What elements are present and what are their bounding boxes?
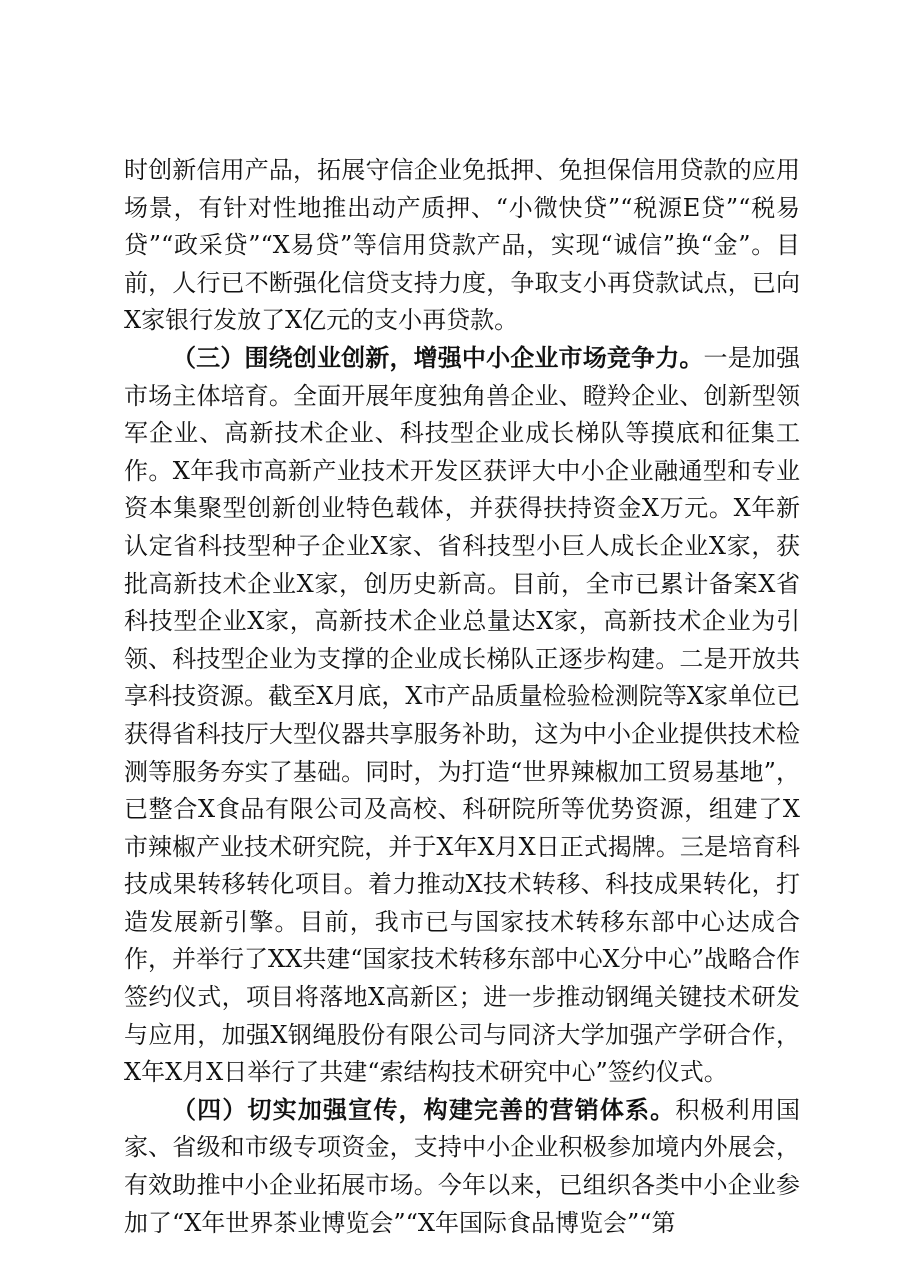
paragraph-text: 时创新信用产品，拓展守信企业免抵押、免担保信用贷款的应用场景，有针对性地推出动产质押、“小微快贷”“税源E贷”“税易贷”“政采贷”“X易贷”等信用贷款产品，实现“诚信”换“金”。目前，人行已不断强化信贷支持力度，争取支小再贷款试点，已向X家银行发放了X亿元的支小再贷款。 [124,156,800,335]
section-heading-three: （三）围绕创业创新，增强中小企业市场竞争力。 [172,343,704,372]
paragraph-innovation [124,340,800,1092]
paragraph-text: 一是加强市场主体培育。全面开展年度独角兽企业、瞪羚企业、创新型领军企业、高新技术企业、科技型企业成长梯队等摸底和征集工作。X年我市高新产业技术开发区获评大中小企业融通型和专业资本集聚型创新创业特色载体，并获得扶持资金X万元。X年新认定省科技型种子企业X家、省科技型小巨人成长企业X家，获批高新技术企业X家，创历史新高。目前，全市已累计备案X省科技型企业X家，高新技术企业总量达X家，高新技术企业为引领、科技型企业为支撑的企业成长梯队正逐步构建。二是开放共享科技资源。截至X月底，X市产品质量检验检测院等X家单位已获得省科技厅大型仪器共享服务补助，这为中小企业提供技术检测等服务夯实了基础。同时，为打造“世界辣椒加工贸易基地”，已整合X食品有限公司及高校、科研院所等优势资源，组建了X市辣椒产业技术研究院，并于X年X月X日正式揭牌。三是培育科技成果转移转化项目。着力推动X技术转移、科技成果转化，打造发展新引擎。目前，我市已与国家技术转移东部中心达成合作，并举行了XX共建“国家技术转移东部中心X分中心”战略合作签约仪式，项目将落地X高新区；进一步推动钢绳关键技术研发与应用，加强X钢绳股份有限公司与同济大学加强产学研合作，X年X月X日举行了共建“索结构技术研究中心”签约仪式。 [124,343,801,1087]
document-body [124,152,800,1242]
paragraph-credit-products [124,152,800,340]
paragraph-text: 积极利用国家、省级和市级专项资金，支持中小企业积极参加境内外展会，有效助推中小企业拓展市场。今年以来，已组织各类中小企业参加了“X年世界茶业博览会”“X年国际食品博览会”“第 [124,1095,801,1237]
section-heading-four: （四）切实加强宣传，构建完善的营销体系。 [172,1095,676,1124]
paragraph-marketing [124,1092,800,1242]
